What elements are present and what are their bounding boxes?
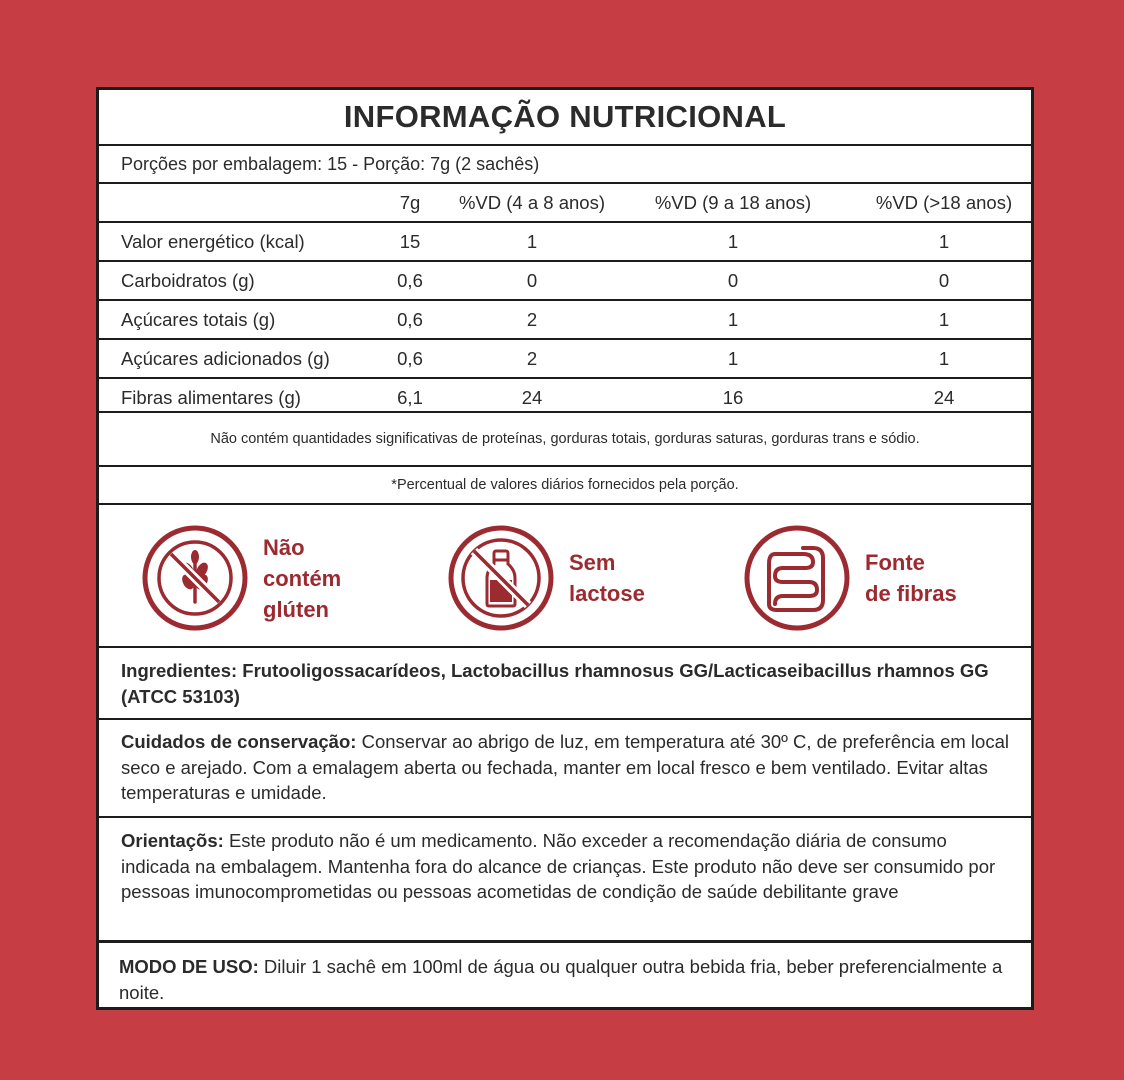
header-vd-adult: %VD (>18 anos)	[875, 191, 1013, 213]
row-vd-adult: 1	[938, 347, 950, 369]
ingredients-label: Ingredientes:	[121, 660, 238, 681]
guidance-label: Orientaçõs:	[121, 830, 224, 851]
badge-fiber-line1: Fonte	[865, 550, 925, 575]
badge-lactose-line2: lactose	[569, 581, 645, 606]
row-amount: 15	[399, 230, 421, 252]
percent-note: *Percentual de valores diários fornecidos pela porção.	[99, 465, 1031, 503]
row-vd-adult: 0	[938, 269, 950, 291]
no-lactose-icon	[447, 524, 555, 632]
row-vd-adult: 24	[933, 386, 955, 408]
row-amount: 0,6	[397, 269, 423, 291]
storage-text: Conservar ao abrigo de luz, em temperatura até 30º C, de preferência em local seco e arejado. Com a emalagem aberta ou fechada, manter em local fresco e bem ventilado. Evitar altas temperaturas e umidade.	[121, 731, 1009, 803]
badge-gluten-line2: contém	[263, 565, 342, 591]
page-title: INFORMAÇÃO NUTRICIONAL	[343, 99, 787, 134]
row-vd-9-18: 0	[727, 269, 739, 291]
row-label: Valor energético (kcal)	[121, 230, 305, 252]
row-vd-adult: 1	[938, 230, 950, 252]
row-vd-9-18: 16	[722, 386, 744, 408]
usage-section	[99, 940, 1031, 1007]
guidance-section	[99, 816, 1031, 940]
row-vd-4-8: 2	[526, 308, 538, 330]
storage-section	[99, 718, 1031, 816]
header-portion: 7g	[399, 191, 421, 213]
portions-info: Porções por embalagem: 15 - Porção: 7g (2 sachês)	[99, 144, 1031, 182]
badges-section	[99, 503, 1031, 646]
row-vd-4-8: 1	[526, 230, 538, 252]
header-vd-4-8: %VD (4 a 8 anos)	[458, 191, 605, 213]
badge-fiber-label	[865, 547, 957, 609]
table-row	[99, 221, 1031, 260]
row-label: Carboidratos (g)	[121, 269, 255, 291]
table-header	[99, 182, 1031, 221]
row-label: Açúcares adicionados (g)	[121, 347, 330, 369]
table-row	[99, 299, 1031, 338]
badge-gluten-line3: glúten	[263, 596, 329, 622]
row-vd-9-18: 1	[727, 308, 739, 330]
nutrition-label	[96, 87, 1034, 1010]
row-amount: 6,1	[397, 386, 423, 408]
badge-lactose-label	[569, 547, 645, 609]
badge-gluten-free	[141, 524, 341, 632]
badge-lactose-line1: Sem	[569, 550, 616, 575]
row-vd-9-18: 1	[727, 347, 739, 369]
intestine-icon	[743, 524, 851, 632]
header-vd-9-18: %VD (9 a 18 anos)	[654, 191, 812, 213]
row-amount: 0,6	[397, 308, 423, 330]
usage-label: MODO DE USO:	[119, 956, 259, 977]
badge-gluten-label	[263, 532, 341, 625]
usage-text: Diluir 1 sachê em 100ml de água ou qualquer outra bebida fria, beber preferencialmente a noite.	[119, 956, 1003, 1003]
table-row	[99, 338, 1031, 377]
badge-gluten-line1: Não	[263, 534, 305, 560]
ingredients-text: Frutooligossacarídeos, Lactobacillus rhamnosus GG/Lacticaseibacillus rhamnos GG (ATCC 53103)	[121, 660, 989, 707]
row-label: Fibras alimentares (g)	[121, 386, 301, 408]
badge-fiber-line2: de fibras	[865, 581, 957, 606]
row-vd-adult: 1	[938, 308, 950, 330]
no-gluten-icon	[141, 524, 249, 632]
not-contains-note: Não contém quantidades significativas de proteínas, gorduras totais, gorduras saturas, gorduras trans e sódio.	[99, 411, 1031, 465]
row-vd-4-8: 2	[526, 347, 538, 369]
guidance-text: Este produto não é um medicamento. Não exceder a recomendação diária de consumo indicada na embalagem. Mantenha fora do alcance de crianças. Este produto não deve ser consumido por pessoas imunocomprometidas ou pessoas acometidas de condição de saúde debilitante grave	[121, 830, 996, 902]
badge-fiber-source	[743, 524, 957, 632]
row-amount: 0,6	[397, 347, 423, 369]
row-label: Açúcares totais (g)	[121, 308, 276, 330]
row-vd-4-8: 0	[526, 269, 538, 291]
storage-label: Cuidados de conservação:	[121, 731, 357, 752]
ingredients-section	[99, 646, 1031, 718]
badge-lactose-free	[447, 524, 645, 632]
row-vd-4-8: 24	[521, 386, 543, 408]
table-row	[99, 260, 1031, 299]
row-vd-9-18: 1	[727, 230, 739, 252]
